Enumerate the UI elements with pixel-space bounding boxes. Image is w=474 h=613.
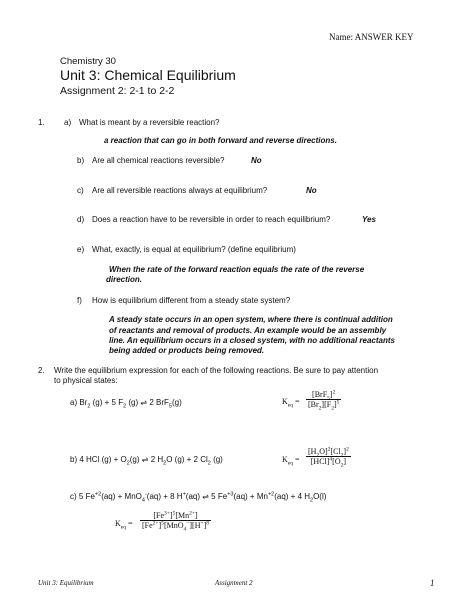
q1e-answer-line: When the rate of the forward reaction equals the rate of the reverse [109, 265, 365, 274]
q2b-keq-symbol: $K_{eq}$ = [282, 455, 300, 467]
q2a-reaction: a) $Br_2$ (g) + 5 $F_2$ (g) ⇌ 2 BrF$_5$(g) [70, 398, 182, 410]
q1c-answer: No [306, 186, 317, 195]
q2-number: 2. [38, 366, 45, 375]
q2a-keq-fraction [306, 389, 341, 412]
q1e-answer-line: direction. [106, 275, 143, 284]
q2a-keq-symbol: $K_{eq}$ = [282, 397, 300, 409]
q1f-answer-line: being added or products being removed. [109, 346, 265, 355]
equilibrium-arrow-icon: ⇌ [202, 492, 209, 501]
assignment-title: Assignment 2: 2-1 to 2-2 [60, 85, 175, 97]
q2-instruction-line: Write the equilibrium expression for each of the following reactions. Be sure to pay attention [54, 366, 379, 375]
q1e-question: What, exactly, is equal at equilibrium? (define equilibrium) [92, 245, 296, 254]
fraction-denominator: $[Fe^{2+}]^5[MnO_4^-][H^+]^8$ [142, 520, 210, 533]
fraction-denominator: $[Br_2][F_2]^5$ [308, 399, 340, 412]
q1f-answer-line: line. An equilibrium occurs in a closed system, with no additional reactants [109, 336, 395, 345]
q1f-answer-line: of reactants and removal of products. An example would be an assembly [109, 326, 387, 335]
q2a-label: a) [70, 398, 78, 407]
q1a-answer: a reaction that can go in both forward and reverse directions. [104, 136, 337, 145]
q1c-question: Are all reversible reactions always at equilibrium? [92, 186, 268, 195]
footer-unit: Unit 3: Equilibrium [38, 579, 94, 587]
q2c-reaction: c) 5 $Fe^{+2}(aq) + MnO_4^-(aq) + 8$ H+(aq) ⇌ 5 $Fe^{+3}(aq) + Mn^{+2}(aq) + 4$ $H_2O(l)$ [70, 491, 327, 504]
q1-number: 1. [38, 118, 45, 127]
q2b-keq-fraction [306, 446, 351, 469]
q2b-label: b) [70, 455, 78, 464]
q1f-label: f) [77, 296, 82, 305]
q1a-question: What is meant by a reversible reaction? [79, 118, 220, 127]
q2-instruction-line: to physical states: [54, 376, 118, 385]
q1f-question: How is equilibrium different from a steady state system? [92, 296, 291, 305]
q1d-label: d) [77, 215, 85, 224]
q1f-answer-line: A steady state occurs in an open system, where there is continual addition [109, 315, 393, 324]
q2c-keq-fraction [140, 510, 211, 533]
q1c-label: c) [77, 186, 84, 195]
q1b-label: b) [77, 156, 85, 165]
fraction-denominator: $[HCl]^4[O_2]$ [306, 456, 351, 466]
fraction-numerator: $[BrF_5]^2$ [312, 389, 336, 402]
name-field: Name: ANSWER KEY [329, 32, 414, 42]
course-name: Chemistry 30 [60, 56, 116, 67]
q1e-label: e) [77, 245, 85, 254]
equilibrium-arrow-icon: ⇌ [141, 455, 149, 464]
fraction-numerator: $[Fe^{3+}]^5[Mn^{2+}]$ [153, 510, 198, 520]
page-title: Unit 3: Chemical Equilibrium [60, 67, 236, 83]
q2c-keq-symbol: $K_{eq}$ = [115, 519, 133, 531]
fraction-numerator: $[H_2O]^2[Cl_2]^2$ [308, 446, 349, 459]
q1d-answer: Yes [362, 215, 376, 224]
q1a-label: a) [64, 118, 72, 127]
equilibrium-arrow-icon: ⇌ [140, 398, 148, 407]
q2c-label: c) [70, 492, 77, 501]
q2b-reaction: b) 4 HCl $(g) + O_2(g)$ ⇌ 2 $H_2O$ (g) + 2 $Cl_2$ (g) [70, 455, 223, 467]
q1b-answer: No [251, 156, 262, 165]
footer-assignment: Assignment 2 [215, 579, 253, 587]
page-number: 1 [430, 578, 435, 588]
q1b-question: Are all chemical reactions reversible? [92, 156, 225, 165]
q1d-question: Does a reaction have to be reversible in order to reach equilibrium? [92, 215, 331, 224]
